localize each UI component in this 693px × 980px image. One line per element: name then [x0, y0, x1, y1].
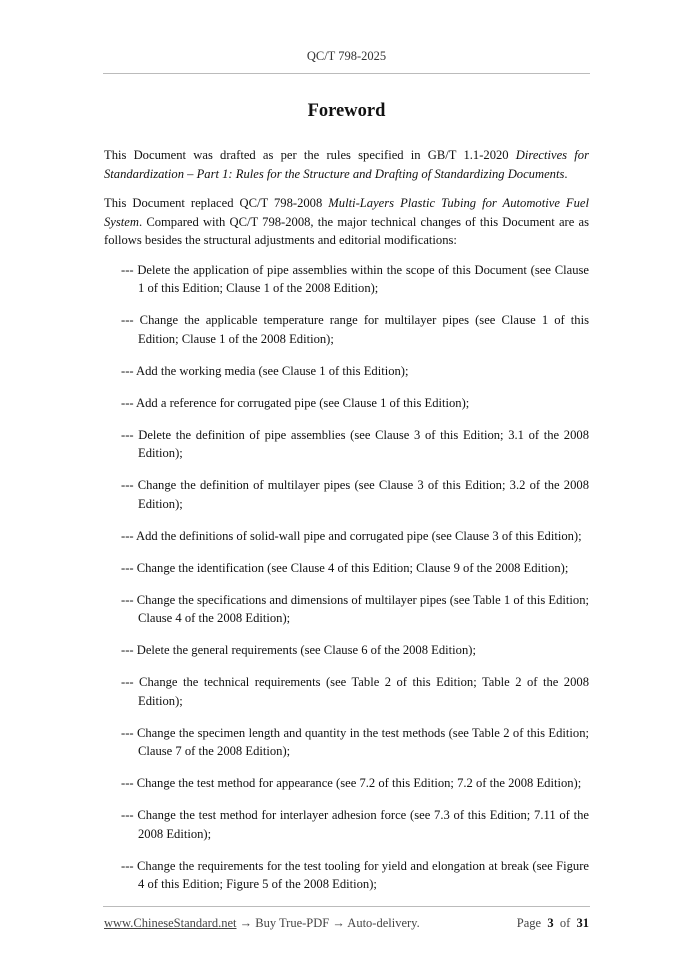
change-item: --- Change the requirements for the test tooling for yield and elongation at break (see Figure 4 of this Edition; Figure 5 of the 2008 Edition);	[121, 858, 589, 891]
change-item: --- Add the definitions of solid-wall pipe and corrugated pipe (see Clause 3 of this Edition);	[121, 528, 582, 543]
change-item: --- Change the specimen length and quantity in the test methods (see Table 2 of this Edition; Clause 7 of the 2008 Edition);	[121, 725, 589, 758]
text: .	[564, 166, 568, 181]
change-item: --- Delete the definition of pipe assemblies (see Clause 3 of this Edition; 3.1 of the 2008 Edition);	[121, 427, 589, 460]
footer-promo	[104, 916, 420, 931]
change-item: --- Change the identification (see Clause 4 of this Edition; Clause 9 of the 2008 Edition);	[121, 560, 569, 575]
change-item: --- Delete the general requirements (see Clause 6 of the 2008 Edition);	[121, 643, 476, 657]
page-label: Page	[516, 916, 542, 930]
change-item: --- Change the applicable temperature range for multilayer pipes (see Clause 1 of this Edition; Clause 1 of the 2008 Edition);	[121, 313, 589, 346]
change-item: --- Change the definition of multilayer pipes (see Clause 3 of this Edition; 3.2 of the 2008 Edition);	[121, 478, 589, 511]
change-item: --- Change the specifications and dimensions of multilayer pipes (see Table 1 of this Edition; Clause 4 of the 2008 Edition);	[121, 592, 589, 625]
section-title: Foreword	[307, 101, 386, 121]
change-item: --- Add the working media (see Clause 1 of this Edition);	[121, 363, 409, 378]
promo-text: → Buy True-PDF → Auto-delivery.	[236, 916, 420, 930]
change-item: --- Change the test method for appearance (see 7.2 of this Edition; 7.2 of the 2008 Edition);	[121, 776, 582, 790]
change-item: --- Change the technical requirements (see Table 2 of this Edition; Table 2 of the 2008 Edition);	[121, 675, 589, 708]
change-item: --- Add a reference for corrugated pipe (see Clause 1 of this Edition);	[121, 395, 470, 410]
website-link[interactable]: www.ChineseStandard.net	[104, 916, 237, 930]
page-number	[517, 916, 589, 931]
text: . Compared with QC/T 798-2008, the major technical changes of this Document are as follows besides the structural adjustments and editorial modifications:	[104, 214, 589, 247]
of-label: of	[559, 916, 571, 930]
text: This Document replaced QC/T 798-2008	[104, 196, 329, 210]
changes-list	[104, 261, 589, 894]
footer	[104, 916, 589, 931]
change-item: --- Change the test method for interlayer adhesion force (see 7.3 of this Edition; 7.11 of the 2008 Edition);	[121, 808, 589, 841]
change-item: --- Delete the application of pipe assemblies within the scope of this Document (see Clause 1 of this Edition; Clause 1 of the 2008 Edition);	[121, 262, 589, 295]
footer-divider	[103, 906, 590, 907]
running-header: QC/T 798-2025	[306, 49, 387, 63]
text: This Document was drafted as per the rules specified in GB/T 1.1-2020	[104, 148, 516, 162]
current-page: 3	[547, 916, 554, 930]
paragraph-replacement	[104, 194, 589, 250]
italic-title: Multi-Layers Plastic Tubing for Automotive Fuel System	[104, 196, 589, 229]
document-body	[104, 146, 589, 907]
header-divider	[103, 73, 590, 74]
total-pages: 31	[576, 916, 589, 930]
paragraph-drafting-rules	[104, 146, 589, 183]
italic-title: Directives for Standardization – Part 1: Rules for the Structure and Drafting of Standardizing Documents	[104, 148, 589, 181]
